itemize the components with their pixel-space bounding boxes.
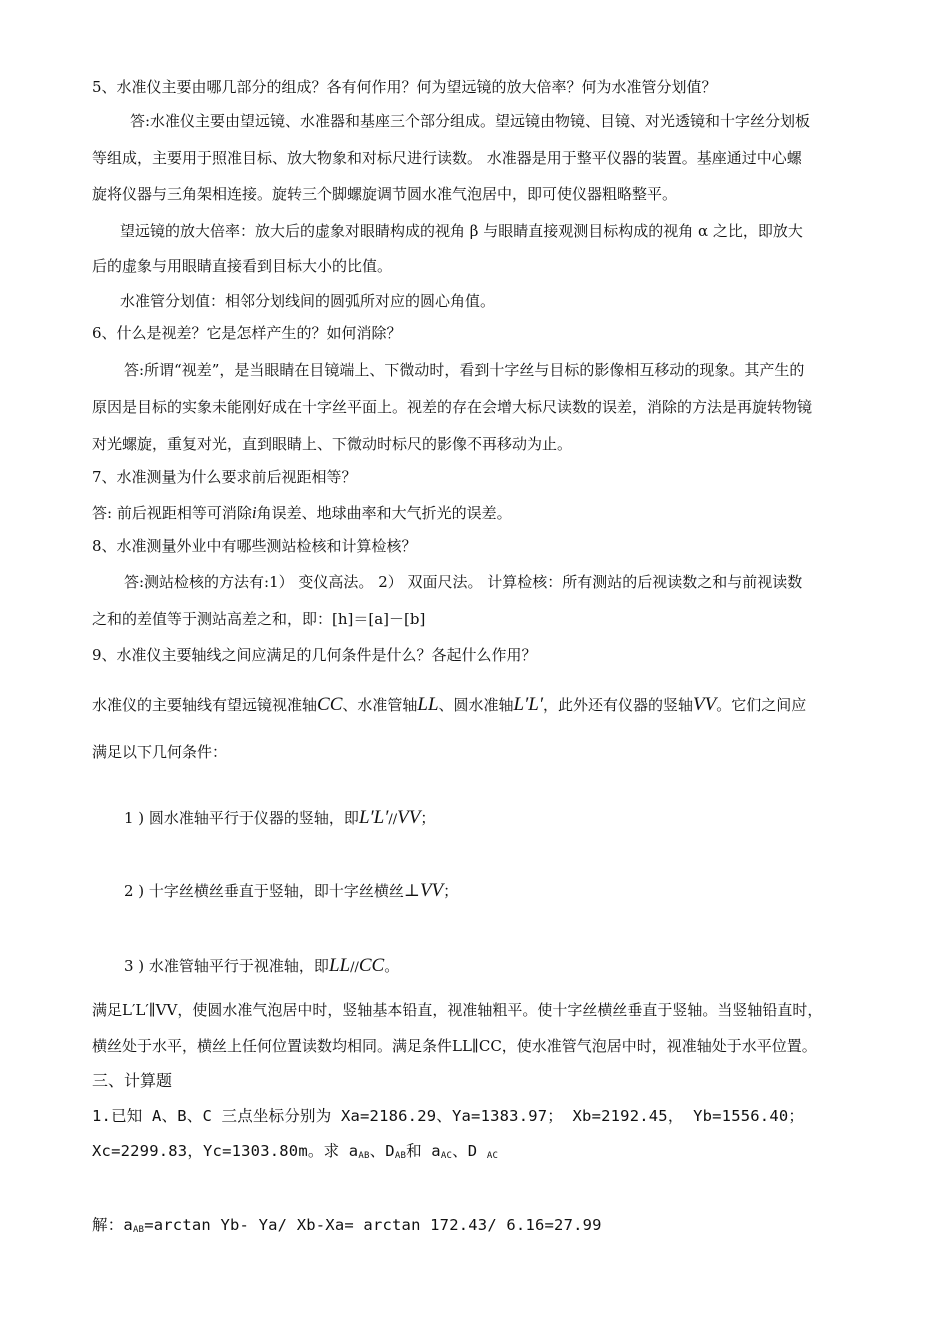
axes-text-1: 水准仪的主要轴线有望远镜视准轴 [92, 696, 318, 714]
parallel-symbol: // [388, 812, 398, 827]
section-title: 三、计算题 [92, 1071, 173, 1090]
condition-1-rhs: VV [397, 807, 421, 828]
parallel-symbol: // [350, 960, 359, 975]
condition-3-text: 3 ) 水准管轴平行于视准轴，即 [124, 957, 329, 975]
answer-5-line-2: 等组成，主要用于照准目标、放大物象和对标尺进行读数。 水准器是用于整平仪器的装置。基座通过中心螺 [92, 149, 802, 167]
question-8: 8、水准测量外业中有哪些测站检核和计算检核？ [92, 537, 417, 555]
problem-1-line-2 [92, 1141, 892, 1166]
condition-2-rhs: VV [419, 880, 444, 901]
subscript-ab: AB [358, 1151, 370, 1161]
condition-1-end: ； [420, 809, 436, 827]
effect-line-2: 横丝处于水平，横丝上任何位置读数均相同。满足条件LL∥CC，使水准管气泡居中时，视准轴处于水平位置。 [92, 1037, 817, 1055]
subscript-ac: AC [486, 1151, 499, 1161]
problem-1-text-d: 、D [452, 1142, 487, 1160]
magnification-line-1: 望远镜的放大倍率：放大后的虚象对眼睛构成的视角 β 与眼睛直接观测目标构成的视角 α 之比，即放大 [120, 222, 803, 240]
axis-cc-symbol: CC [317, 694, 343, 715]
condition-3-rhs: CC [358, 955, 385, 976]
problem-1-text-c: 和 a [406, 1142, 441, 1160]
answer-7-suffix: 角误差、地球曲率和大气折光的误差。 [256, 504, 512, 522]
axes-text-3: 、圆水准轴 [438, 696, 514, 714]
answer-5-line-1: 答:水准仪主要由望远镜、水准器和基座三个部分组成。望远镜由物镜、目镜、对光透镜和十字丝分划板 [130, 112, 811, 130]
condition-3 [124, 954, 924, 980]
subscript-ab: AB [394, 1151, 407, 1161]
condition-1 [124, 806, 924, 832]
answer-5-line-3: 旋将仪器与三角架相连接。旋转三个脚螺旋调节圆水准气泡居中，即可使仪器粗略整平。 [92, 185, 678, 203]
condition-1-text: 1 ) 圆水准轴平行于仪器的竖轴，即 [124, 809, 359, 827]
axes-text-4: ，此外还有仪器的竖轴 [543, 696, 694, 714]
condition-2-end: ； [443, 882, 459, 900]
subscript-ab: AB [132, 1225, 145, 1235]
problem-1-line-1: 1.已知 A、B、C 三点坐标分别为 Xa=2186.29、Ya=1383.97； Xb=2192.45， Yb=1556.40； [92, 1107, 805, 1125]
question-6: 6、什么是视差？它是怎样产生的？如何消除？ [92, 324, 402, 342]
subscript-ac: AC [440, 1151, 453, 1161]
question-7: 7、水准测量为什么要求前后视距相等？ [92, 468, 357, 486]
axes-text-5: 。它们之间应 [716, 696, 807, 714]
condition-2-text: 2 ) 十字丝横丝垂直于竖轴，即十字丝横丝 [124, 882, 404, 900]
axis-vv-symbol: VV [693, 694, 717, 715]
axis-lprime-symbol: L′L′ [513, 694, 543, 715]
condition-1-lhs: L′L′ [358, 807, 389, 828]
solution-line [92, 1215, 892, 1240]
axis-ll-symbol: LL [417, 694, 439, 715]
effect-line-1: 满足L′L′∥VV，使圆水准气泡居中时，竖轴基本铅直，视准轴粗平。使十字丝横丝垂直于竖轴。当竖轴铅直时， [92, 1001, 823, 1019]
condition-2 [124, 879, 924, 903]
question-5: 5、水准仪主要由哪几部分的组成？各有何作用？何为望远镜的放大倍率？何为水准管分划值？ [92, 78, 717, 96]
answer-8-line-1: 答:测站检核的方法有:1） 变仪高法。 2） 双面尺法。 计算检核：所有测站的后视读数之和与前视读数 [124, 573, 803, 591]
axes-sentence-line-2: 满足以下几何条件： [92, 743, 228, 761]
answer-7-prefix: 答: 前后视距相等可消除 [92, 504, 252, 522]
division-value: 水准管分划值：相邻分划线间的圆弧所对应的圆心角值。 [120, 292, 496, 310]
condition-3-end: 。 [384, 957, 400, 975]
condition-3-lhs: LL [328, 955, 351, 976]
axes-text-2: 、水准管轴 [342, 696, 418, 714]
magnification-line-2: 后的虚象与用眼睛直接看到目标大小的比值。 [92, 257, 393, 275]
i-angle-symbol: i [251, 503, 257, 522]
solution-text-a: 解：a [92, 1216, 133, 1234]
problem-1-text-a: Xc=2299.83，Yc=1303.80m。求 a [92, 1142, 359, 1160]
answer-8-line-2: 之和的差值等于测站高差之和，即：[h]＝[a]－[b] [92, 610, 426, 628]
answer-6-line-2: 原因是目标的实象未能刚好成在十字丝平面上。视差的存在会增大标尺读数的误差，消除的方法是再旋转物镜 [92, 398, 813, 416]
problem-1-text-b: 、D [369, 1142, 395, 1160]
answer-6-line-3: 对光螺旋，重复对光，直到眼睛上、下微动时标尺的影像不再移动为止。 [92, 435, 573, 453]
answer-6-line-1: 答:所谓“视差”，是当眼睛在目镜端上、下微动时，看到十字丝与目标的影像相互移动的现象。其产生的 [124, 361, 805, 379]
solution-text-b: =arctan Yb- Ya/ Xb-Xa= arctan 172.43/ 6.16=27.99 [144, 1216, 602, 1234]
answer-7 [92, 503, 892, 523]
axes-sentence-line-1 [92, 693, 892, 717]
perpendicular-symbol: ⊥ [403, 881, 420, 901]
question-9: 9、水准仪主要轴线之间应满足的几何条件是什么？各起什么作用？ [92, 646, 537, 664]
